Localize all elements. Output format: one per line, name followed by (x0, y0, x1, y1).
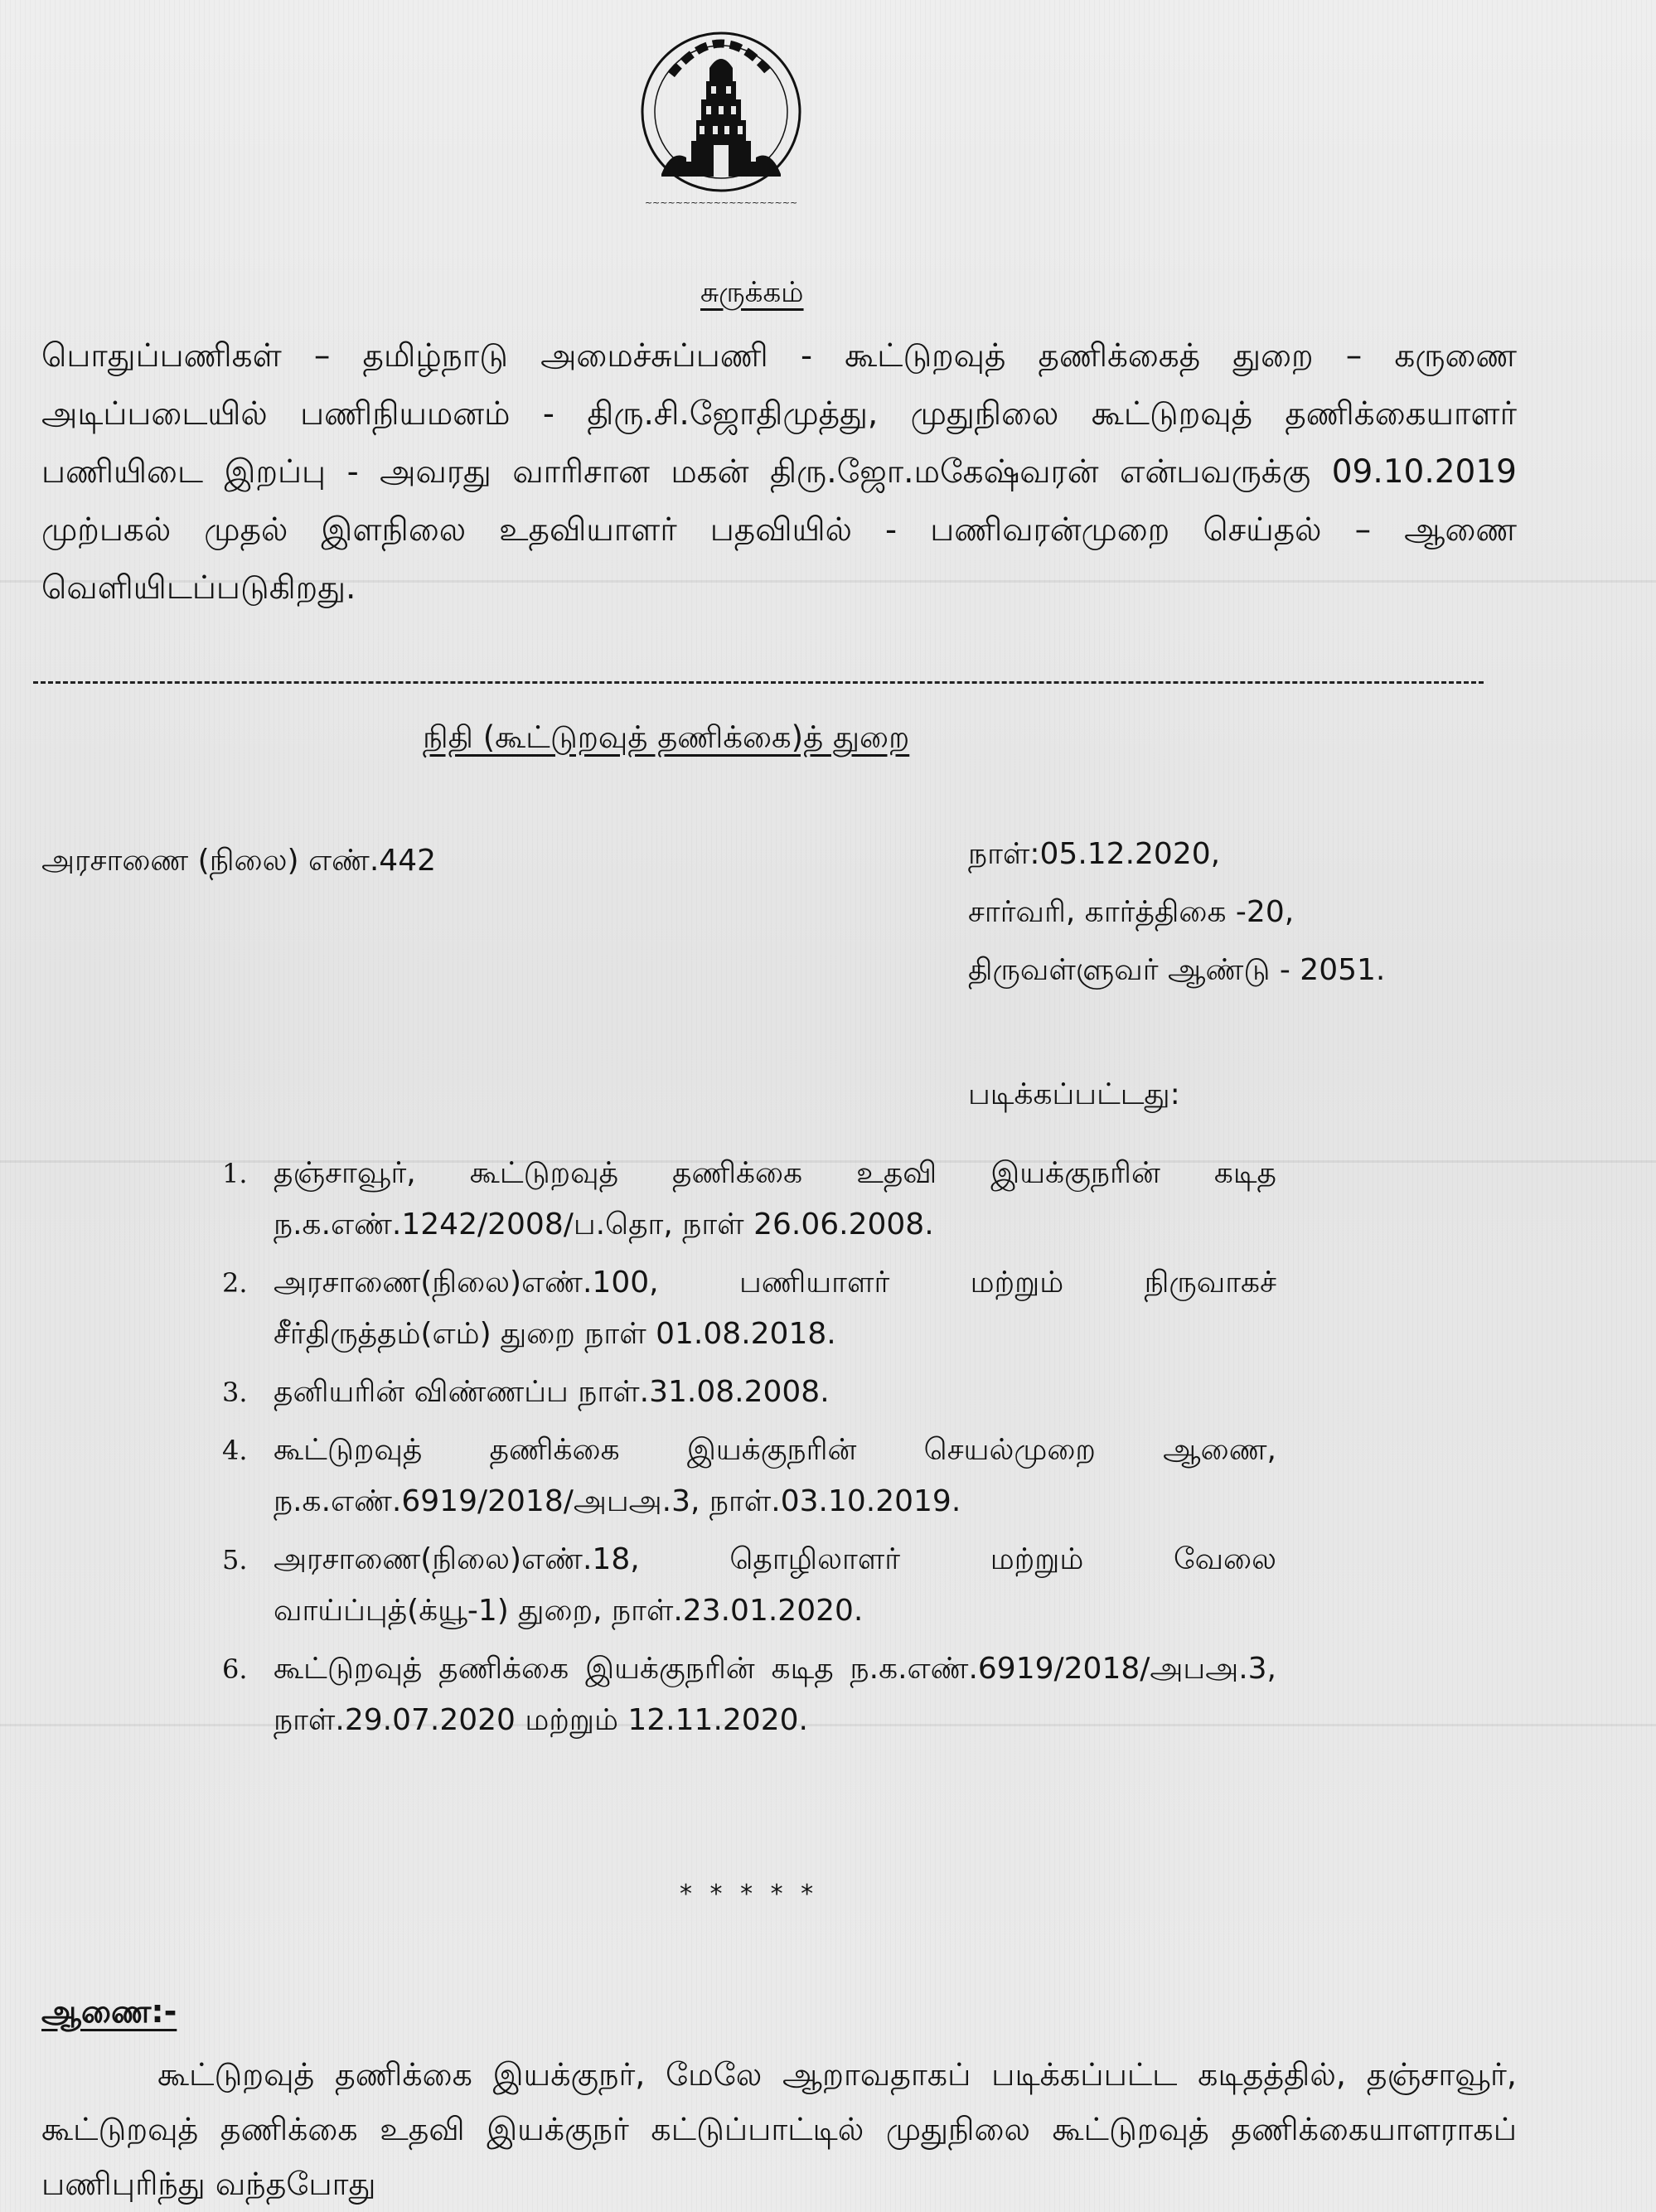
temple-gopuram-emblem-icon (638, 17, 804, 232)
list-item: 2. அரசாணை(நிலை)எண்.100, பணியாளர் மற்றும் நிருவாகச் சீர்திருத்தம்(எம்) துறை நாள் 01.08.2018. (222, 1266, 1276, 1351)
date-line: நாள்:05.12.2020, (968, 837, 1221, 871)
summary-heading: சுருக்கம் (700, 276, 804, 309)
list-item: 1. தஞ்சாவூர், கூட்டுறவுத் தணிக்கை உதவி இயக்குநரின் கடித ந.க.எண்.1242/2008/ப.தொ, நாள் 26.06.2008. (222, 1156, 1276, 1242)
list-item: 5. அரசாணை(நிலை)எண்.18, தொழிலாளர் மற்றும் வேலை வாய்ப்புத்(க்யூ-1) துறை, நாள்.23.01.2020. (222, 1542, 1276, 1628)
order-text: கூட்டுறவுத் தணிக்கை இயக்குநர், மேலே ஆறாவதாகப் படிக்கப்பட்ட கடிதத்தில், தஞ்சாவூர், கூட்டுறவுத் தணிக்கை உதவி இயக்குநர் கட்டுப்பாட்டில் முதுநிலை கூட்டுறவுத் தணிக்கையாளராகப் பணிபுரிந்து வந்தபோது (41, 2056, 1517, 2202)
section-separator: * * * * * (680, 1880, 819, 1909)
list-item: 6. கூட்டுறவுத் தணிக்கை இயக்குநரின் கடித ந.க.எண்.6919/2018/அபஅ.3, நாள்.29.07.2020 மற்றும் 12.11.2020. (222, 1652, 1276, 1737)
tamil-calendar-date: சார்வரி, கார்த்திகை -20, (968, 895, 1295, 929)
department-title: நிதி (கூட்டுறவுத் தணிக்கை)த் துறை (423, 719, 910, 755)
dashed-divider (33, 681, 1484, 684)
references-list (222, 1148, 1276, 1753)
summary-text: பொதுப்பணிகள் – தமிழ்நாடு அமைச்சுப்பணி - கூட்டுறவுத் தணிக்கைத் துறை – கருணை அடிப்படையில் பணிநியமனம் - திரு.சி.ஜோதிமுத்து, முதுநிலை கூட்டுறவுத் தணிக்கையாளர் பணியிடை இறப்பு - அவரது வாரிசான மகன் திரு.ஜோ.மகேஷ்வரன் என்பவருக்கு 09.10.2019 முற்பகல் முதல் இளநிலை உதவியாளர் பதவியில் - பணிவரன்முறை செய்தல் – ஆணை வெளியிடப்படுகிறது. (41, 337, 1517, 607)
list-item: 3. தனியரின் விண்ணப்ப நாள்.31.08.2008. (222, 1375, 830, 1409)
thiruvalluvar-year: திருவள்ளுவர் ஆண்டு - 2051. (968, 953, 1386, 987)
go-number: அரசாணை (நிலை) எண்.442 (41, 844, 437, 878)
read-label: படிக்கப்பட்டது: (968, 1077, 1180, 1111)
svg-text:~~~~~~~~~~~~~~~~~~~~: ~~~~~~~~~~~~~~~~~~~~ (644, 197, 798, 208)
list-item: 4. கூட்டுறவுத் தணிக்கை இயக்குநரின் செயல்முறை ஆணை, ந.க.எண்.6919/2018/அபஅ.3, நாள்.03.10.2019. (222, 1433, 1276, 1518)
order-title: ஆணை:- (41, 1993, 177, 2030)
